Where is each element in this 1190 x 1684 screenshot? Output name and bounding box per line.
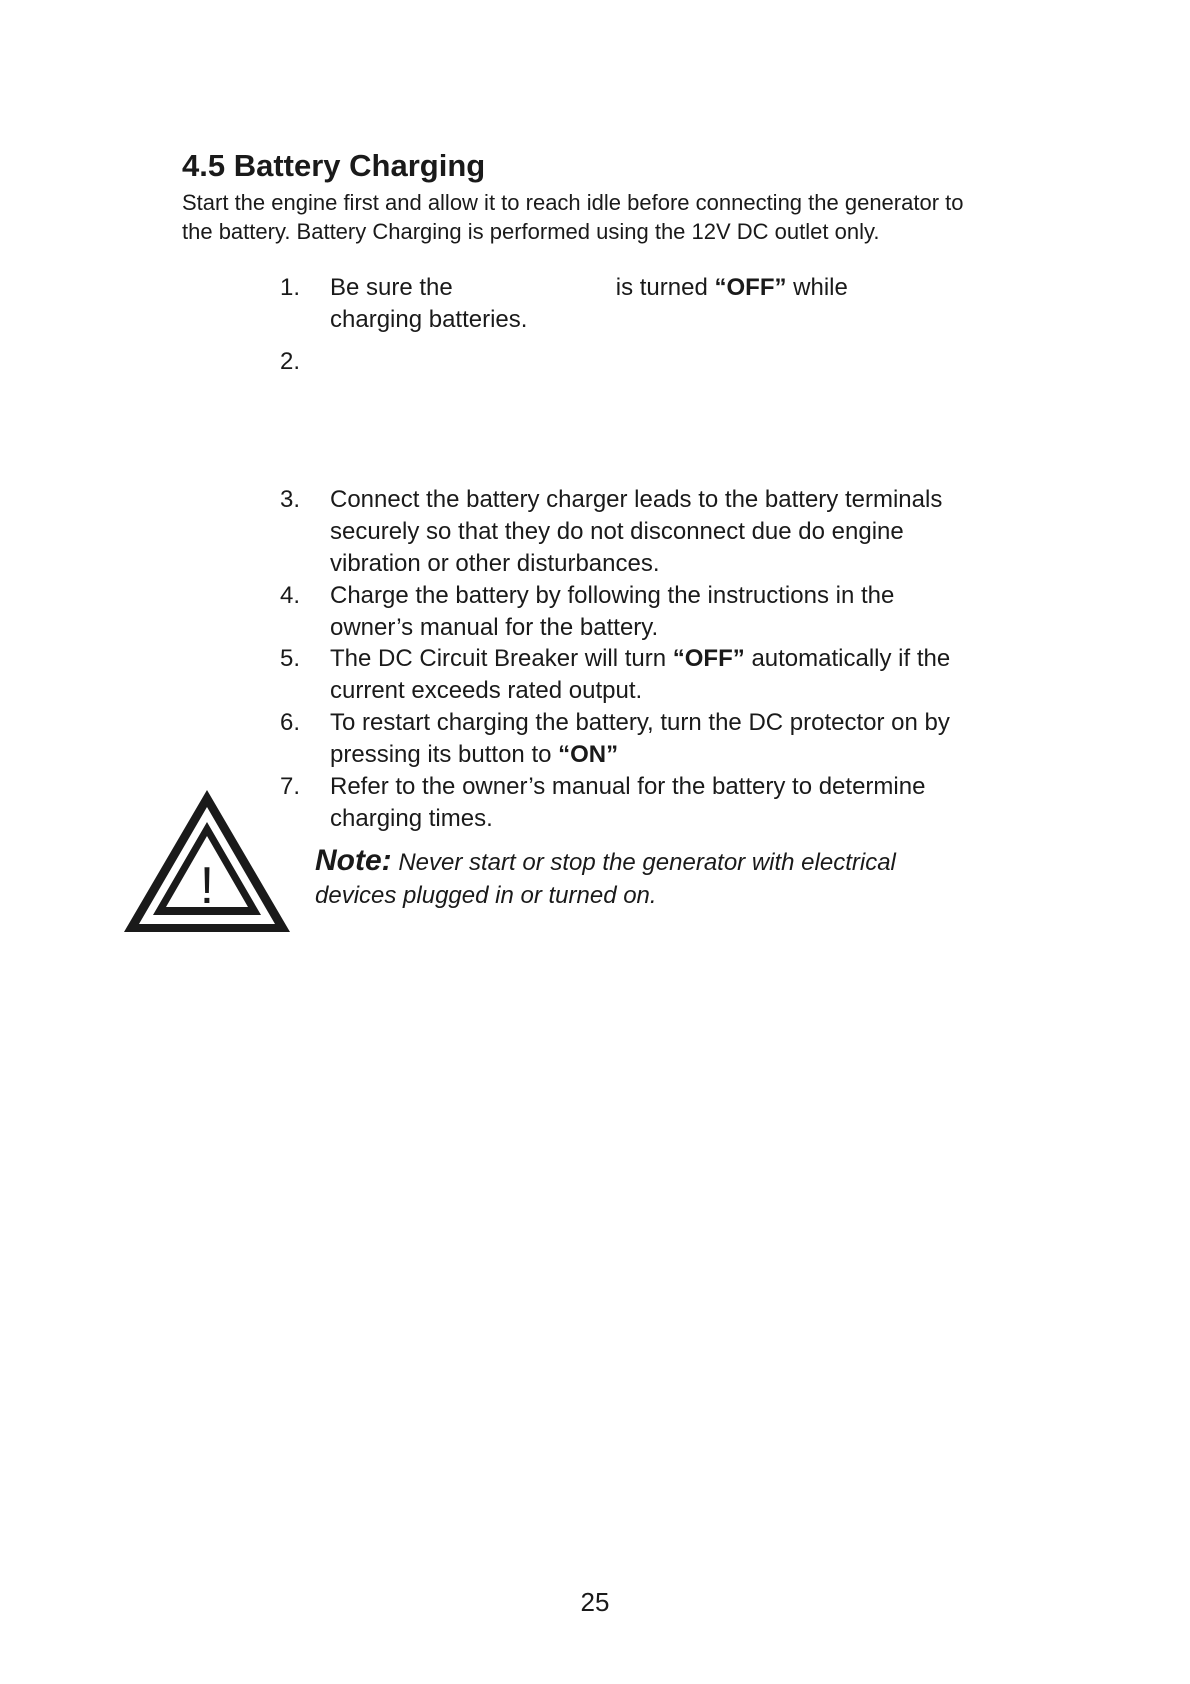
step-text: automatically if the	[751, 645, 951, 672]
step-text: securely so that they do not disconnect due do engine	[330, 518, 904, 545]
step-number: 7.	[280, 773, 301, 800]
step-text: pressing its button to	[330, 741, 552, 768]
step-text: charging times.	[330, 805, 493, 832]
step-number: 2.	[280, 348, 301, 375]
step-text: Connect the battery charger leads to the battery terminals	[330, 486, 943, 513]
step-number: 1.	[280, 274, 301, 301]
off-label: “OFF”	[672, 645, 745, 672]
step-text: current exceeds rated output.	[330, 677, 643, 704]
step-text: Charge the battery by following the instructions in the	[330, 582, 895, 609]
step-text: The DC Circuit Breaker will turn	[330, 645, 667, 672]
step-text: while	[793, 274, 848, 301]
step-text: owner’s manual for the battery.	[330, 614, 659, 641]
step-text: is turned	[615, 274, 708, 301]
step-number: 6.	[280, 709, 301, 736]
intro-line-2: the battery. Battery Charging is performed using the 12V DC outlet only.	[182, 219, 880, 244]
step-text: To restart charging the battery, turn the DC protector on by	[330, 709, 950, 736]
note-label: Note:	[315, 844, 392, 877]
note-text: Never start or stop the generator with electrical	[398, 849, 896, 876]
step-text: vibration or other disturbances.	[330, 550, 660, 577]
step-number: 4.	[280, 582, 301, 609]
page-number: 25	[580, 1587, 610, 1617]
off-label: “OFF”	[714, 274, 787, 301]
step-text: charging batteries.	[330, 306, 528, 333]
step-text: Be sure the	[330, 274, 453, 301]
step-text: Refer to the owner’s manual for the battery to determine	[330, 773, 926, 800]
section-title: 4.5 Battery Charging	[182, 148, 486, 183]
step-number: 5.	[280, 645, 301, 672]
exclamation-mark: !	[199, 857, 215, 915]
on-label: “ON”	[558, 741, 619, 768]
note	[315, 844, 1075, 912]
step-number: 3.	[280, 486, 301, 513]
intro-paragraph	[182, 188, 1082, 246]
note-text: devices plugged in or turned on.	[315, 882, 657, 909]
intro-line-1: Start the engine first and allow it to reach idle before connecting the generator to	[182, 190, 964, 215]
warning-triangle-icon	[122, 786, 292, 936]
